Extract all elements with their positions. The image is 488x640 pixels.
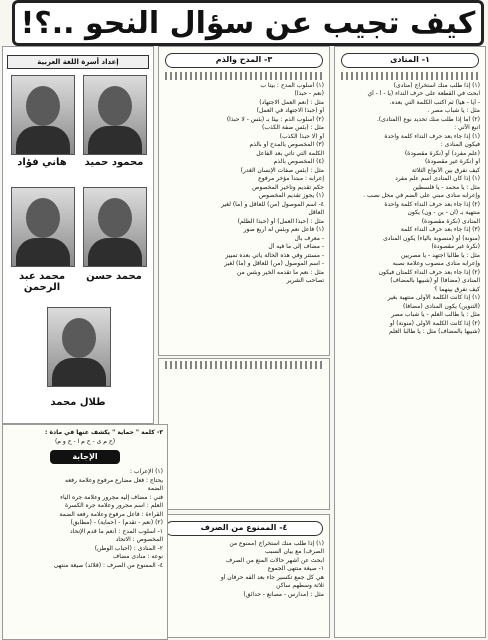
column-praise-continued [158, 358, 330, 510]
author-photo [47, 307, 111, 387]
exercise-options: (ح م ى - ح م ا - ح و م) [54, 437, 116, 445]
text-line: يحتاج : فعل مضارع مرفوع وعلامة رفعه [65, 476, 163, 484]
text-line: - أيا - هيا) ثم اكتب الكلمة التي بعده. [389, 98, 480, 106]
author-photo [83, 75, 147, 155]
text-line: (٢) إذا جاء بعد حرف النداء كلمة واحدة [384, 200, 480, 208]
text-line: أو (لا حبذا الكذب) [279, 132, 324, 140]
author-photo [11, 187, 75, 267]
text-line: كيف نفرق بين الأنواع الثلاثة [411, 166, 480, 174]
text-line: (١) إذا كانت الكلمة الأولى منتهية بغير [387, 294, 480, 301]
text-line: (١) إذا طلب منك استخراج (منادى) [393, 81, 480, 89]
author-name: محمود حميد [84, 157, 144, 168]
text-line: مثل : (حبذا العمل) أو (حبذا الظلم) [237, 217, 324, 225]
text-line: مثل : (مدارس - مصانع - حدائق) [243, 590, 324, 598]
author-name: محمد عبد الرحمن [18, 271, 66, 293]
text-line: - مستتر وفي هذه الحالة يأتي بعده تمييز [225, 251, 324, 259]
column-title: ٤- الممنوع من الصرف [165, 521, 323, 536]
text-line: ثلاثة وسطهم ساكن [276, 582, 324, 589]
column-praise-blame [158, 46, 330, 356]
text-line: مثل : يا شباب مصر . [427, 107, 480, 114]
column-title: ٣- المدح والذم [165, 53, 323, 68]
text-line: مثل : نعم ما تقدمه الخير وبئس من [236, 268, 324, 276]
text-line: وإعرابه منادى منصوب وعلامة نصبه [392, 260, 480, 267]
text-line: نوعه : منادى مضاف [113, 553, 163, 560]
column-body [335, 82, 485, 337]
authors-panel [2, 46, 154, 424]
answer-badge: الإجابة [50, 450, 120, 464]
text-line: المنادى (مضافا) أو (شبيها بالمضاف) [390, 277, 480, 284]
text-line: تصاحب الشرير [286, 277, 324, 284]
column-diptote [158, 514, 330, 638]
text-line: (١) أسلوب المدح : بيتا ب [260, 81, 324, 89]
text-line: العاقل [308, 209, 324, 216]
text-line: مثل : يا محمد - يا فلسطين [412, 183, 480, 191]
text-line: مثل : (بئس صفة الكذب) [262, 124, 324, 131]
column-vocative [334, 46, 486, 638]
page-headline: كيف تجيب عن سؤال النحو ..؟! [12, 0, 484, 46]
text-line: (٢) أما إذا طلب منك تحديد نوع (المنادى). [376, 115, 480, 123]
text-line: (التنوين) يكون المنادى (مضافا) [403, 302, 480, 310]
text-line: فني : مضاف إليه مجرور وعلامة جره الياء [60, 493, 163, 501]
text-line: (٣) إذا جاء بعد حرف النداء كلمة [400, 226, 480, 233]
text-line: إعرابه : مبتدأ مؤخر مرفوع [258, 175, 324, 182]
ornament-divider [341, 72, 479, 80]
author-name: محمد حسن [86, 271, 142, 282]
text-line: (١) إذا كان المنادى اسم علم مفرد [395, 175, 480, 182]
text-line: مثل : (نعم العمل الاجتهاد) [259, 98, 324, 106]
text-line: مثل : (بئس صفات الإنسان الغدر) [240, 166, 324, 174]
text-line: (٤) المخصوص بالذم [273, 158, 324, 165]
text-line: ١- صيغة منتهى الجموع [267, 565, 324, 572]
text-line: الكلمة التي تأتي بعد الفاعل [256, 149, 324, 157]
text-line: (٢) (نعم - تقدم) - (حماية) - (مطابق) [70, 519, 163, 526]
text-line: (١) فاعل نعم وبئس له أربع صور [243, 226, 324, 233]
text-line: هي كل جمع تكسير جاء بعد ألفه حرفان أو [220, 573, 324, 581]
text-line: (٢) إذا كانت الكلمة الأولى (منونة) أو [389, 319, 480, 327]
text-line: - معرف بال [294, 234, 324, 242]
text-line: (١) إذا جاء بعد حرف النداء كلمة واحدة [384, 132, 480, 140]
text-line: (شبيها بالمضاف) مثل : يا طالبا العلم [389, 328, 480, 335]
text-line: ١- أسلوب المدح : (نعم ما قدم الإتحاد [70, 527, 163, 535]
text-line: ٢- المنادى : (أحباب الوطن) [94, 544, 163, 552]
author-name: طلال محمد [50, 397, 106, 408]
ornament-divider [165, 361, 323, 369]
text-line: (منونة) أو (منصوبة بالياء) يكون المنادى [383, 234, 480, 242]
text-line: ٤- اسم الموصول (من) للعاقل و (ما) لغير [221, 200, 324, 208]
column-title: ١- المنادى [341, 53, 479, 68]
text-line: مثل : يا طالب العلم - يا شباب مصر [391, 311, 480, 318]
authors-title: إعداد أسرة اللغة العربية [7, 55, 149, 69]
text-line: (نكرة غير مقصودة) [431, 243, 480, 250]
text-line: اتبع الآتي : [454, 124, 480, 131]
column-body [159, 540, 329, 600]
text-line: (١) يجوز تقديم المخصوص [258, 192, 324, 199]
text-line: الضمة [147, 485, 163, 492]
text-line: منتهية بـ (ان - ين - ون) يكون [407, 209, 480, 216]
text-line: المخصوص : الاتحاد [115, 536, 163, 543]
text-line: ابحث عن أشهر حالات المنع من الصرف [225, 556, 324, 564]
text-line: (نعم - حبذا) [294, 90, 324, 97]
text-line: فيكون المنادى : [440, 141, 480, 148]
text-line: العلم : اسم مجرور وعلامة جره الكسرة [65, 502, 163, 509]
author-photo [83, 187, 147, 267]
text-line: - مضاف إلى ما فيه أل [268, 243, 324, 250]
text-line: (١) الإعراب : [129, 468, 163, 475]
text-line: مثل : يا طالبا اجتهد - يا مصريين [400, 251, 480, 259]
text-line: (١) إذا طلب منك استخراج (ممنوع من [229, 539, 324, 547]
text-line: (٣) المخصوص بالمدح أو بالذم [249, 141, 324, 148]
text-line: القراءة : فاعل مرفوع وعلامة رفعه الضمة [59, 510, 163, 518]
text-line: ابحث في القطعة على حرف النداء (يا - أ - أي [367, 90, 480, 97]
text-line: الصرف) مع بيان السبب [265, 548, 324, 555]
exercise-question: ٣- كلمة " حماية " يكشف عنها في مادة : [44, 429, 163, 436]
exercise-panel [2, 424, 168, 640]
text-line: أو (نكرة غير مقصودة) [424, 158, 480, 165]
author-name: هاني فؤاد [17, 157, 67, 168]
text-line: أو (حبذا الاجتهاد في العمل) [256, 107, 324, 114]
text-line: (علم مفرد) أو (نكرة مقصودة) [404, 149, 480, 157]
text-line: المنادى (نكرة مقصودة) [421, 217, 480, 225]
text-line: (٢) أسلوب الذم : بيئا بـ (بئس - لا حبذا) [226, 115, 324, 123]
ornament-divider [165, 72, 323, 80]
column-body [159, 82, 329, 286]
text-line: ٤- الممنوع من الصرف : (قلائد) صيغة منتهى [53, 561, 163, 569]
text-line: كيف نفرق بينهما ؟ [434, 285, 480, 293]
text-line: - اسم الموصول (من) للعاقل و (ما) لغير [224, 260, 324, 267]
text-line: وإعرابه منادى مبني على الضم في محل نصب . [363, 192, 480, 199]
text-line: (٢) إذا جاء بعد حرف النداء كلمتان فيكون [378, 268, 480, 276]
author-photo [11, 75, 75, 155]
text-line: حكم تقديم وتأخير المخصوص [252, 183, 324, 191]
